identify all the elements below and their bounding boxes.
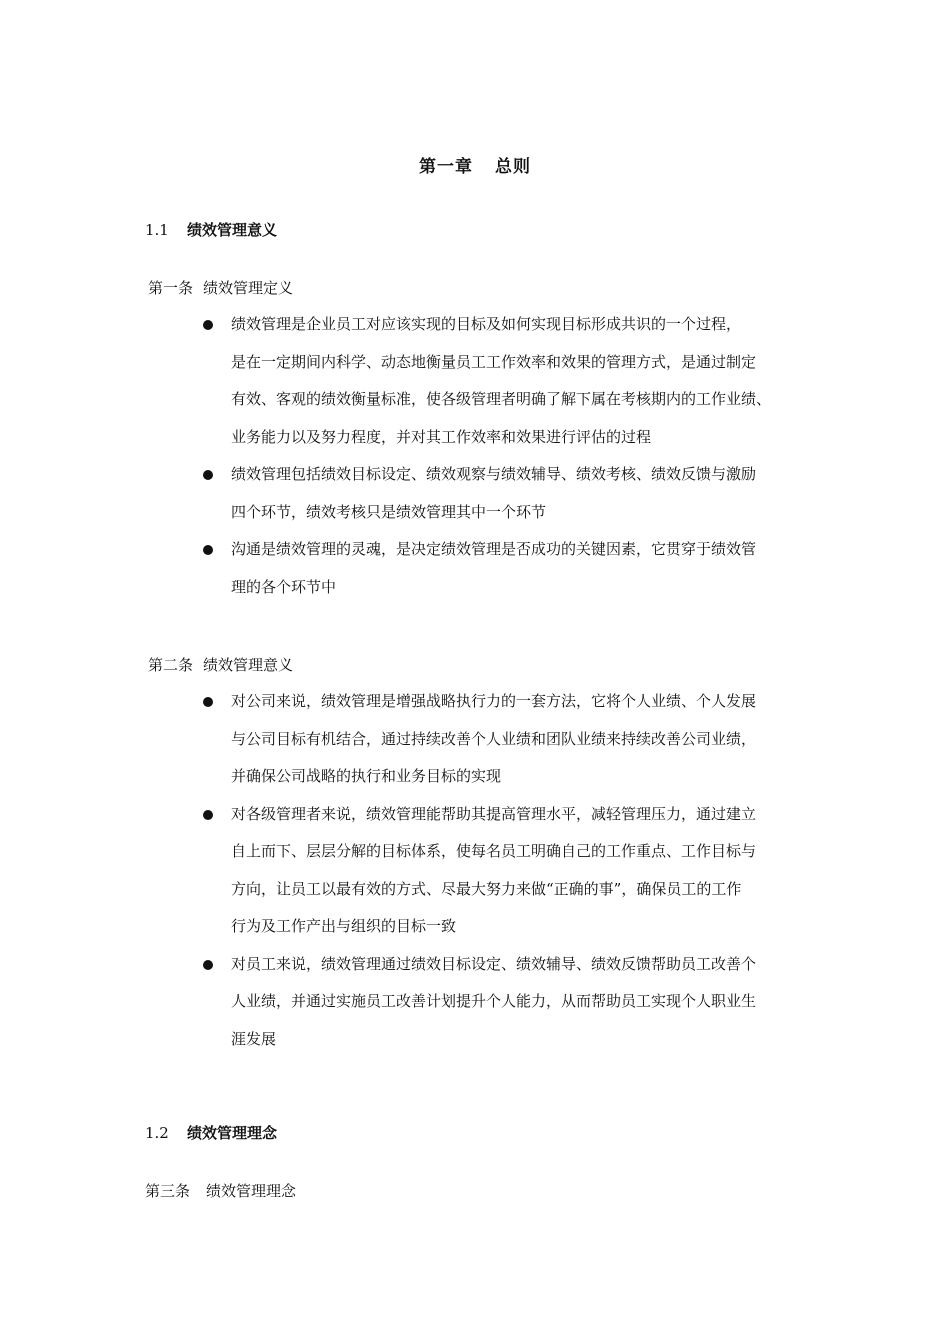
bullet-text-line: 与公司目标有机结合，通过持续改善个人业绩和团队业绩来持续改善公司业绩， xyxy=(231,729,757,748)
bullet-icon xyxy=(203,960,213,970)
bullet-icon xyxy=(203,320,213,330)
article-heading-1 xyxy=(148,277,293,298)
section-heading-1-2 xyxy=(145,1122,277,1143)
bullet-text-line: 是在一定期间内科学、动态地衡量员工工作效率和效果的管理方式，是通过制定 xyxy=(231,352,757,371)
list-item xyxy=(200,531,830,606)
article-heading-3 xyxy=(145,1180,296,1201)
chapter-title xyxy=(0,152,950,177)
article-label: 第二条 xyxy=(148,656,194,674)
bullet-text-line: 绩效管理包括绩效目标设定、绩效观察与绩效辅导、绩效考核、绩效反馈与激励 xyxy=(231,465,757,483)
section-number: 1.1 xyxy=(145,221,169,239)
article-title: 绩效管理定义 xyxy=(203,279,294,297)
bullet-text-line: 对员工来说，绩效管理通过绩效目标设定、绩效辅导、绩效反馈帮助员工改善个 xyxy=(231,954,757,973)
bullet-text-line: 自上而下、层层分解的目标体系，使每名员工明确自己的工作重点、工作目标与 xyxy=(231,842,757,860)
chapter-label: 第一章 xyxy=(419,157,473,177)
bullet-text-line: 理的各个环节中 xyxy=(231,577,337,596)
bullet-icon xyxy=(203,470,213,480)
article-title: 绩效管理理念 xyxy=(206,1182,297,1200)
bullet-text-line: 对各级管理者来说，绩效管理能帮助其提高管理水平，减轻管理压力，通过建立 xyxy=(231,804,757,823)
bullet-text-line: 绩效管理是企业员工对应该实现的目标及如何实现目标形成共识的一个过程， xyxy=(231,315,742,333)
bullet-icon xyxy=(203,545,213,555)
bullet-text-line: 方向，让员工以最有效的方式、尽最大努力来做“正确的事”，确保员工的工作 xyxy=(231,879,742,898)
bullet-text-line: 涯发展 xyxy=(231,1029,277,1048)
article-1-bullet-list xyxy=(200,306,830,606)
list-item xyxy=(200,796,830,946)
bullet-text-line: 四个环节，绩效考核只是绩效管理其中一个环节 xyxy=(231,502,547,521)
bullet-text-line: 并确保公司战略的执行和业务目标的实现 xyxy=(231,767,502,785)
list-item xyxy=(200,946,830,1059)
bullet-text-line: 对公司来说，绩效管理是增强战略执行力的一套方法，它将个人业绩、个人发展 xyxy=(231,692,757,710)
article-title: 绩效管理意义 xyxy=(203,656,294,674)
bullet-text-line: 沟通是绩效管理的灵魂，是决定绩效管理是否成功的关键因素，它贯穿于绩效管 xyxy=(231,540,757,558)
article-label: 第三条 xyxy=(145,1182,191,1200)
section-title: 绩效管理意义 xyxy=(187,221,278,239)
bullet-icon xyxy=(203,697,213,707)
bullet-text-line: 行为及工作产出与组织的目标一致 xyxy=(231,917,457,935)
bullet-text-line: 业务能力以及努力程度，并对其工作效率和效果进行评估的过程 xyxy=(231,427,652,446)
article-label: 第一条 xyxy=(148,279,194,297)
section-number: 1.2 xyxy=(145,1124,169,1142)
bullet-text-line: 有效、客观的绩效衡量标准，使各级管理者明确了解下属在考核期内的工作业绩、 xyxy=(231,390,772,408)
list-item xyxy=(200,683,830,796)
section-heading-1-1 xyxy=(145,219,277,240)
article-2-bullet-list xyxy=(200,683,830,1058)
article-heading-2 xyxy=(148,654,293,675)
bullet-text-line: 人业绩，并通过实施员工改善计划提升个人能力，从而帮助员工实现个人职业生 xyxy=(231,992,757,1010)
section-title: 绩效管理理念 xyxy=(187,1124,278,1142)
chapter-name: 总则 xyxy=(495,157,531,177)
bullet-icon xyxy=(203,810,213,820)
list-item xyxy=(200,456,830,531)
list-item xyxy=(200,306,830,456)
